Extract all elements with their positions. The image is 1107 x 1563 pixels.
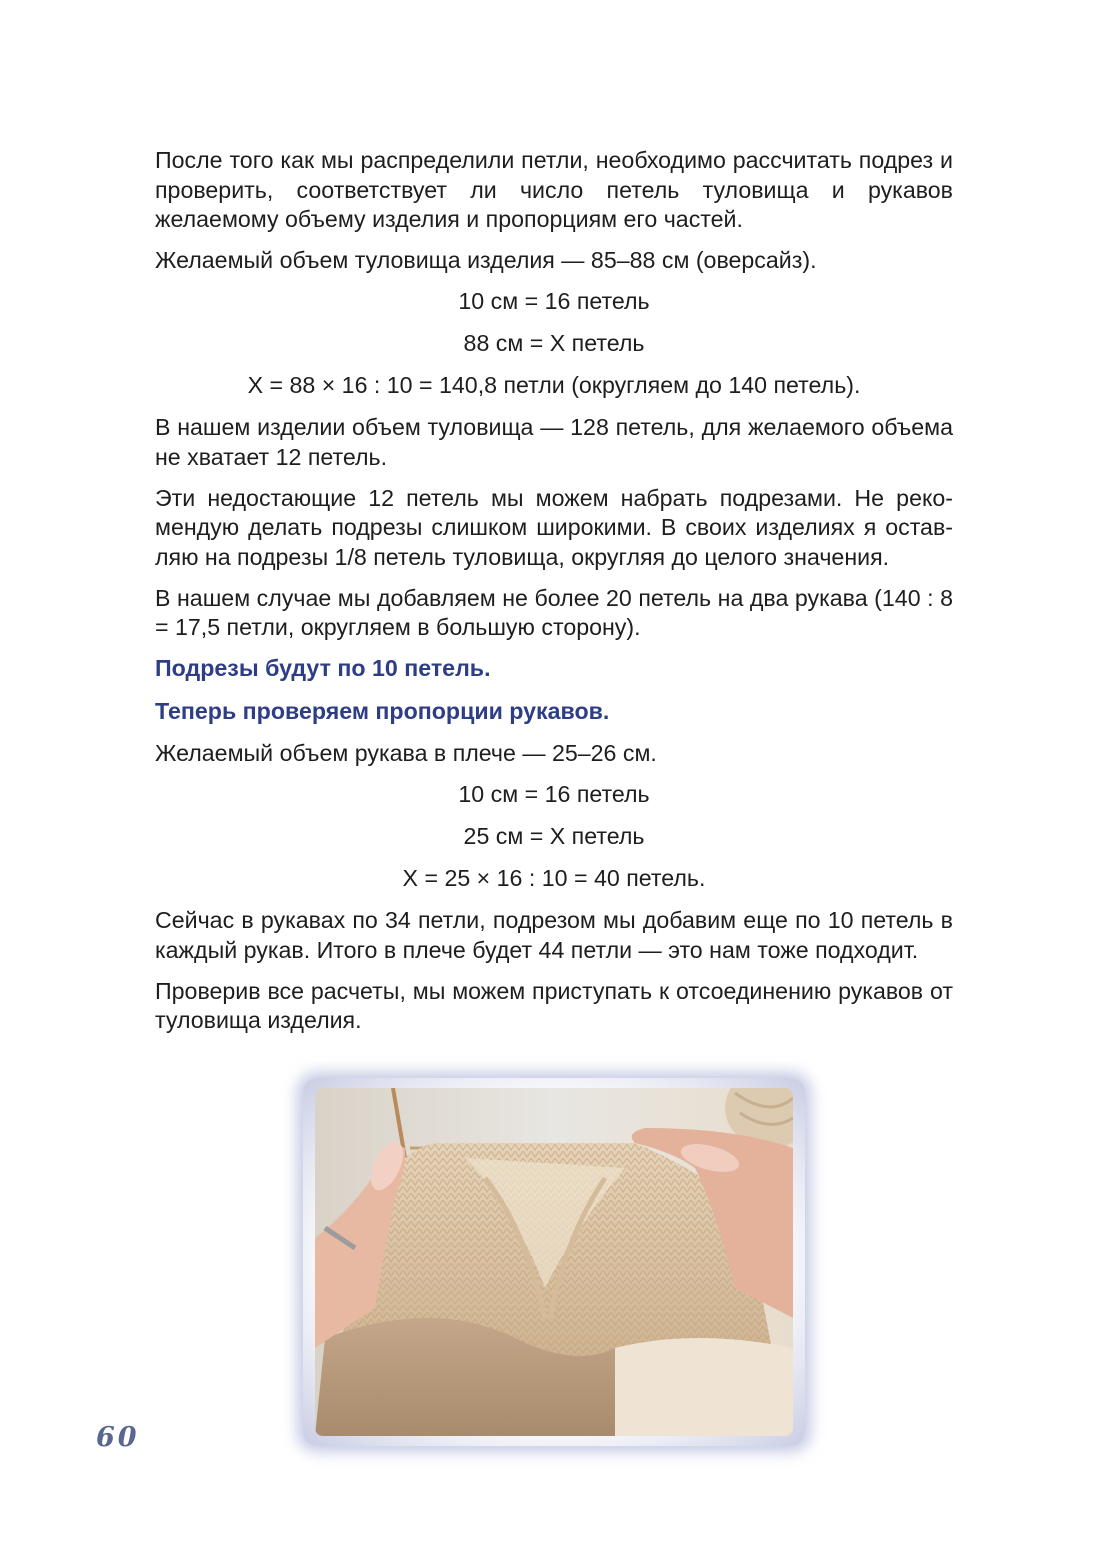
formula-body-unknown: 88 см = Х петель bbox=[463, 330, 645, 356]
paragraph-intro: После того как мы распределили петли, необходимо рассчитать подрез и проверить, соответствует ли число петель туловища и рукавов желаемому объему изделия и пропорциям его частей. bbox=[155, 147, 953, 232]
paragraph-underarm-rule: Эти недостающие 12 петель мы можем набрать подрезами. Не рекомендую делать подрезы слишком широкими. В своих изделиях я оставляю на подрезы 1/8 петель туловища, округляя до целого значения. bbox=[155, 484, 953, 570]
paragraph-body-shortfall: В нашем изделии объем туловища — 128 петель, для желаемого объема не хватает 12 петель. bbox=[155, 414, 953, 470]
formula-gauge: 10 см = 16 петель bbox=[458, 288, 650, 314]
formula-sleeve-result: Х = 25 × 16 : 10 = 40 петель. bbox=[402, 865, 706, 891]
formula-sleeve-unknown: 25 см = Х петель bbox=[463, 823, 645, 849]
paragraph-desired-sleeve-volume: Желаемый объем рукава в плече — 25–26 см. bbox=[155, 740, 657, 766]
formula-sleeve-gauge: 10 см = 16 петель bbox=[458, 781, 650, 807]
heading-check-sleeves: Теперь проверяем пропорции рукавов. bbox=[155, 697, 610, 724]
paragraph-our-case: В нашем случае мы добавляем не более 20 петель на два рукава (140 : 8 = 17,5 петли, округляем в большую сторону). bbox=[155, 584, 953, 640]
formula-body-result: Х = 88 × 16 : 10 = 140,8 петли (округляем до 140 петель). bbox=[247, 372, 861, 398]
page-number: 60 bbox=[96, 1422, 140, 1453]
main-text bbox=[155, 146, 953, 1047]
heading-underarm-count: Подрезы будут по 10 петель. bbox=[155, 655, 491, 681]
paragraph-sleeve-total: Сейчас в рукавах по 34 петли, подрезом мы добавим еще по 10 петель в каждый рукав. Итого в плече будет 44 петли — это нам тоже подходит. bbox=[155, 907, 953, 963]
knitting-illustration bbox=[315, 1088, 793, 1436]
knitting-photo bbox=[315, 1088, 793, 1436]
paragraph-desired-body-volume: Желаемый объем туловища изделия — 85–88 см (оверсайз). bbox=[155, 247, 817, 273]
knitting-photo-frame bbox=[303, 1078, 805, 1446]
paragraph-conclusion: Проверив все расчеты, мы можем приступать к отсоединению рукавов от туловища изделия. bbox=[155, 977, 953, 1033]
